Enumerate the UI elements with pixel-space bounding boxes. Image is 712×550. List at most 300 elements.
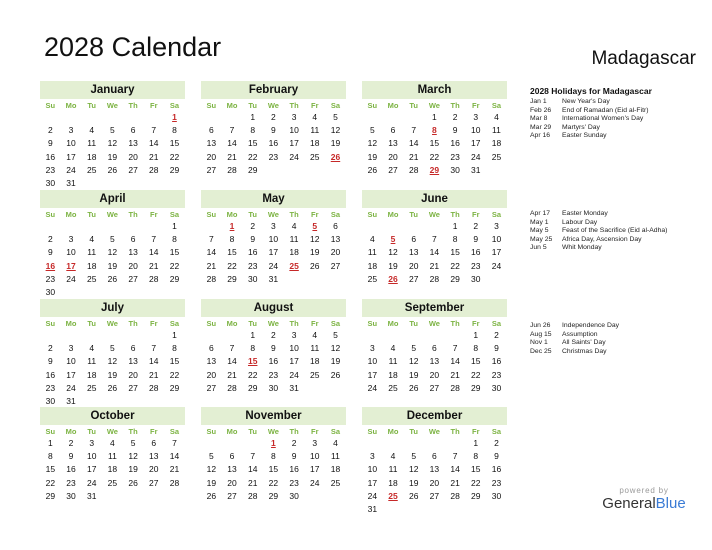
day-cell: 16 xyxy=(289,464,299,475)
empty-day-cell xyxy=(123,490,144,503)
weekday-label: Sa xyxy=(330,427,341,436)
day-cell: 28 xyxy=(149,164,159,175)
day-cell: 17 xyxy=(268,247,279,258)
day-cell: 3 xyxy=(312,438,318,448)
empty-day-cell xyxy=(362,111,383,124)
holiday-day-cell: 15 xyxy=(247,356,258,367)
holiday-item xyxy=(530,98,705,107)
day-cell: 3 xyxy=(68,234,74,245)
day-cell: 11 xyxy=(388,356,398,367)
day-cell: 8 xyxy=(473,451,479,462)
empty-day-cell xyxy=(304,164,325,177)
day-cell: 17 xyxy=(289,138,299,149)
weekday-label: Su xyxy=(367,427,378,436)
day-cell: 6 xyxy=(333,221,338,231)
day-cell: 22 xyxy=(450,260,460,271)
empty-day-cell xyxy=(81,177,102,190)
holiday-day-cell: 26 xyxy=(330,151,341,162)
empty-day-cell xyxy=(102,329,123,342)
day-cell: 1 xyxy=(452,221,458,231)
day-cell: 20 xyxy=(128,151,138,162)
day-cell: 24 xyxy=(66,382,76,393)
week-row xyxy=(201,111,346,124)
day-cell: 9 xyxy=(291,451,297,462)
holiday-name: Martyrs' Day xyxy=(562,123,600,131)
weekday-label: Mo xyxy=(387,319,399,328)
weekday-label: Fr xyxy=(150,101,158,110)
empty-day-cell xyxy=(222,111,243,124)
weekday-label: Tu xyxy=(409,101,419,110)
week-row xyxy=(40,382,185,395)
holiday-item xyxy=(530,210,705,219)
week-row xyxy=(362,246,507,259)
week-row xyxy=(362,490,507,503)
day-cell: 13 xyxy=(128,138,138,149)
day-cell: 17 xyxy=(66,369,76,380)
empty-day-cell xyxy=(102,490,123,503)
week-row xyxy=(201,220,346,233)
day-cell: 7 xyxy=(452,343,458,354)
weekday-label: Mo xyxy=(387,210,399,219)
weekday-header xyxy=(40,425,185,437)
month-title: March xyxy=(362,81,507,99)
empty-day-cell xyxy=(325,490,346,503)
month-title: September xyxy=(362,299,507,317)
day-cell: 26 xyxy=(128,477,138,488)
day-cell: 14 xyxy=(450,356,460,367)
day-cell: 14 xyxy=(206,247,217,258)
day-cell: 4 xyxy=(110,438,115,448)
day-cell: 12 xyxy=(128,451,138,462)
day-cell: 18 xyxy=(388,369,398,380)
day-cell: 16 xyxy=(471,247,481,258)
day-cell: 3 xyxy=(291,112,297,122)
holiday-day-cell: 5 xyxy=(312,221,318,231)
day-cell: 2 xyxy=(271,330,276,340)
weekday-header xyxy=(40,317,185,329)
day-cell: 26 xyxy=(206,490,217,501)
day-cell: 20 xyxy=(227,477,237,488)
day-cell: 19 xyxy=(107,369,118,380)
day-cell: 27 xyxy=(149,477,159,488)
day-cell: 12 xyxy=(310,234,320,245)
day-cell: 11 xyxy=(492,125,501,136)
day-cell: 10 xyxy=(86,451,97,462)
holiday-item xyxy=(530,219,705,228)
month-title: June xyxy=(362,190,507,208)
day-cell: 11 xyxy=(289,234,299,245)
weekday-label: We xyxy=(267,427,279,436)
day-cell: 15 xyxy=(247,138,258,149)
day-cell: 23 xyxy=(247,260,258,271)
day-cell: 9 xyxy=(47,138,53,149)
empty-day-cell xyxy=(465,503,486,516)
month-june xyxy=(362,190,507,286)
day-cell: 16 xyxy=(491,356,502,367)
day-cell: 5 xyxy=(208,451,214,462)
day-cell: 19 xyxy=(310,247,320,258)
weekday-label: Mo xyxy=(65,210,77,219)
day-cell: 11 xyxy=(107,451,117,462)
day-cell: 28 xyxy=(206,273,217,284)
empty-day-cell xyxy=(403,111,424,124)
empty-day-cell xyxy=(486,503,507,516)
weekday-label: We xyxy=(267,210,279,219)
day-cell: 1 xyxy=(250,112,256,122)
day-cell: 4 xyxy=(390,451,396,462)
empty-day-cell xyxy=(81,286,102,299)
empty-day-cell xyxy=(81,111,102,124)
day-cell: 1 xyxy=(432,112,437,122)
day-cell: 3 xyxy=(89,438,95,448)
day-cell: 6 xyxy=(130,234,136,245)
day-cell: 14 xyxy=(450,464,460,475)
weekday-label: Th xyxy=(128,101,138,110)
day-cell: 25 xyxy=(310,369,320,380)
empty-day-cell xyxy=(424,220,445,233)
empty-day-cell xyxy=(263,164,284,177)
day-cell: 20 xyxy=(206,151,217,162)
holiday-name: All Saints' Day xyxy=(562,339,606,347)
day-cell: 31 xyxy=(289,382,299,393)
weekday-label: Su xyxy=(45,427,56,436)
day-cell: 22 xyxy=(227,260,237,271)
day-cell: 30 xyxy=(491,490,502,501)
week-row xyxy=(40,124,185,137)
day-cell: 13 xyxy=(330,234,341,245)
week-row xyxy=(40,286,185,299)
day-cell: 25 xyxy=(310,151,320,162)
holiday-name: International Women's Day xyxy=(562,115,644,123)
day-cell: 15 xyxy=(169,247,180,258)
day-cell: 9 xyxy=(271,343,276,354)
month-march xyxy=(362,81,507,177)
week-row xyxy=(201,355,346,368)
empty-day-cell xyxy=(424,437,445,450)
day-cell: 18 xyxy=(289,247,299,258)
day-cell: 20 xyxy=(149,464,159,475)
empty-day-cell xyxy=(383,329,404,342)
day-cell: 28 xyxy=(149,382,159,393)
day-cell: 1 xyxy=(473,330,479,340)
holiday-item xyxy=(530,348,705,357)
day-cell: 7 xyxy=(229,343,235,354)
day-cell: 21 xyxy=(227,369,237,380)
day-cell: 9 xyxy=(494,343,499,354)
day-cell: 22 xyxy=(268,477,279,488)
empty-day-cell xyxy=(143,177,164,190)
empty-day-cell xyxy=(102,286,123,299)
day-cell: 5 xyxy=(110,125,115,136)
day-cell: 10 xyxy=(66,356,76,367)
day-cell: 17 xyxy=(289,356,299,367)
weekday-label: Fr xyxy=(150,210,158,219)
weekday-label: Su xyxy=(367,210,378,219)
empty-day-cell xyxy=(403,503,424,516)
empty-day-cell xyxy=(222,437,243,450)
week-row xyxy=(40,260,185,273)
day-cell: 4 xyxy=(89,234,95,245)
day-cell: 6 xyxy=(432,451,437,462)
day-cell: 13 xyxy=(206,138,217,149)
day-cell: 29 xyxy=(471,382,481,393)
day-cell: 27 xyxy=(206,382,217,393)
day-cell: 10 xyxy=(367,356,378,367)
day-cell: 12 xyxy=(330,125,341,136)
holiday-date: May 1 xyxy=(530,218,549,226)
day-cell: 30 xyxy=(289,490,299,501)
day-cell: 7 xyxy=(151,125,157,136)
day-cell: 3 xyxy=(494,221,499,231)
weekday-label: Fr xyxy=(472,101,480,110)
day-cell: 26 xyxy=(367,164,378,175)
day-cell: 19 xyxy=(330,138,341,149)
day-cell: 9 xyxy=(68,451,74,462)
day-cell: 29 xyxy=(169,164,180,175)
weekday-label: Su xyxy=(367,101,378,110)
holiday-day-cell: 1 xyxy=(229,221,235,231)
empty-day-cell xyxy=(201,329,222,342)
empty-day-cell xyxy=(304,490,325,503)
day-cell: 29 xyxy=(450,273,460,284)
week-row xyxy=(362,233,507,246)
day-cell: 30 xyxy=(268,382,279,393)
week-row xyxy=(362,164,507,177)
day-cell: 20 xyxy=(388,151,398,162)
week-row xyxy=(362,273,507,286)
day-cell: 31 xyxy=(268,273,279,284)
day-cell: 10 xyxy=(491,234,502,245)
day-cell: 21 xyxy=(149,260,159,271)
day-cell: 2 xyxy=(47,125,53,136)
month-title: May xyxy=(201,190,346,208)
weekday-label: Fr xyxy=(311,210,319,219)
weekday-label: Th xyxy=(289,210,299,219)
day-cell: 12 xyxy=(206,464,217,475)
week-row xyxy=(40,477,185,490)
weekday-label: Fr xyxy=(472,319,480,328)
day-cell: 8 xyxy=(452,234,458,245)
day-cell: 23 xyxy=(289,477,299,488)
brand-name-part-2: Blue xyxy=(655,495,686,512)
weekday-header xyxy=(362,208,507,220)
day-cell: 7 xyxy=(250,451,256,462)
month-january xyxy=(40,81,185,190)
week-row xyxy=(362,220,507,233)
day-cell: 10 xyxy=(289,343,299,354)
week-row xyxy=(362,463,507,476)
empty-day-cell xyxy=(61,286,82,299)
day-cell: 20 xyxy=(429,369,440,380)
month-august xyxy=(201,299,346,395)
weekday-label: Su xyxy=(45,101,56,110)
day-cell: 2 xyxy=(68,438,74,448)
holiday-item xyxy=(530,132,705,141)
weekday-label: Th xyxy=(289,427,299,436)
month-title: October xyxy=(40,407,185,425)
week-row xyxy=(201,137,346,150)
weekday-label: Sa xyxy=(491,210,502,219)
day-cell: 25 xyxy=(86,382,97,393)
day-cell: 8 xyxy=(172,343,177,354)
empty-day-cell xyxy=(164,286,185,299)
week-row xyxy=(201,463,346,476)
day-cell: 21 xyxy=(429,260,440,271)
day-cell: 12 xyxy=(408,356,419,367)
day-cell: 26 xyxy=(330,369,341,380)
day-cell: 20 xyxy=(408,260,419,271)
day-cell: 28 xyxy=(169,477,180,488)
day-cell: 22 xyxy=(247,369,258,380)
weekday-header xyxy=(40,208,185,220)
day-cell: 3 xyxy=(68,343,74,354)
day-cell: 12 xyxy=(330,343,341,354)
day-cell: 19 xyxy=(330,356,341,367)
day-cell: 30 xyxy=(247,273,258,284)
day-cell: 7 xyxy=(172,438,177,448)
day-cell: 1 xyxy=(250,330,256,340)
holiday-list-title: 2028 Holidays for Madagascar xyxy=(530,86,652,96)
day-cell: 10 xyxy=(367,464,378,475)
week-row xyxy=(40,151,185,164)
weekday-label: Th xyxy=(450,210,460,219)
weekday-label: We xyxy=(267,319,279,328)
empty-day-cell xyxy=(123,177,144,190)
brand-name-part-1: General xyxy=(602,495,656,512)
week-row xyxy=(362,382,507,395)
weekday-label: Tu xyxy=(87,210,97,219)
holiday-item xyxy=(530,236,705,245)
day-cell: 2 xyxy=(494,330,499,340)
empty-day-cell xyxy=(123,111,144,124)
holiday-day-cell: 25 xyxy=(388,490,398,501)
weekday-label: Mo xyxy=(65,319,77,328)
day-cell: 19 xyxy=(388,260,398,271)
week-row xyxy=(201,382,346,395)
weekday-label: Tu xyxy=(248,319,258,328)
day-cell: 8 xyxy=(229,234,235,245)
weekday-label: Sa xyxy=(330,319,341,328)
week-row xyxy=(201,329,346,342)
day-cell: 8 xyxy=(250,343,256,354)
day-cell: 7 xyxy=(151,343,157,354)
day-cell: 4 xyxy=(89,125,95,136)
day-cell: 16 xyxy=(450,138,460,149)
day-cell: 11 xyxy=(87,138,97,149)
day-cell: 28 xyxy=(429,273,440,284)
holiday-date: Aug 15 xyxy=(530,330,552,338)
day-cell: 30 xyxy=(45,177,56,188)
day-cell: 27 xyxy=(128,382,138,393)
weekday-label: Tu xyxy=(87,101,97,110)
day-cell: 8 xyxy=(47,451,53,462)
day-cell: 8 xyxy=(172,125,177,136)
day-cell: 4 xyxy=(291,221,297,231)
day-cell: 15 xyxy=(429,138,440,149)
month-july xyxy=(40,299,185,408)
day-cell: 11 xyxy=(388,464,398,475)
week-row xyxy=(40,164,185,177)
day-cell: 3 xyxy=(369,343,375,354)
day-cell: 9 xyxy=(271,125,276,136)
day-cell: 1 xyxy=(172,221,177,231)
month-title: April xyxy=(40,190,185,208)
empty-day-cell xyxy=(61,220,82,233)
day-cell: 12 xyxy=(107,356,118,367)
weekday-label: Mo xyxy=(226,319,238,328)
holiday-day-cell: 1 xyxy=(172,112,177,122)
day-cell: 5 xyxy=(110,343,115,354)
day-cell: 20 xyxy=(128,369,138,380)
day-cell: 27 xyxy=(227,490,237,501)
holiday-day-cell: 8 xyxy=(432,125,437,136)
empty-day-cell xyxy=(61,329,82,342)
week-row xyxy=(201,124,346,137)
day-cell: 15 xyxy=(471,464,481,475)
day-cell: 16 xyxy=(247,247,258,258)
day-cell: 18 xyxy=(310,356,320,367)
week-row xyxy=(201,477,346,490)
weekday-header xyxy=(40,99,185,111)
day-cell: 29 xyxy=(227,273,237,284)
day-cell: 22 xyxy=(169,260,180,271)
page-title: 2028 Calendar xyxy=(44,32,222,62)
holiday-name: End of Ramadan (Eid al-Fitr) xyxy=(562,106,649,114)
holiday-day-cell: 1 xyxy=(271,438,276,448)
holiday-day-cell: 5 xyxy=(390,234,396,245)
holiday-date: Feb 26 xyxy=(530,106,552,114)
day-cell: 1 xyxy=(473,438,479,448)
month-title: January xyxy=(40,81,185,99)
day-cell: 5 xyxy=(130,438,136,448)
holiday-item xyxy=(530,227,705,236)
empty-day-cell xyxy=(304,273,325,286)
day-cell: 26 xyxy=(310,260,320,271)
week-row xyxy=(362,137,507,150)
day-cell: 27 xyxy=(429,490,440,501)
empty-day-cell xyxy=(362,437,383,450)
day-cell: 22 xyxy=(471,369,481,380)
week-row xyxy=(362,355,507,368)
day-cell: 11 xyxy=(310,343,320,354)
day-cell: 14 xyxy=(149,138,159,149)
day-cell: 7 xyxy=(452,451,458,462)
day-cell: 22 xyxy=(169,369,180,380)
week-row xyxy=(201,233,346,246)
weekday-header xyxy=(362,317,507,329)
day-cell: 16 xyxy=(66,464,76,475)
weekday-label: Fr xyxy=(150,319,158,328)
day-cell: 19 xyxy=(107,151,118,162)
day-cell: 4 xyxy=(390,343,396,354)
day-cell: 18 xyxy=(310,138,320,149)
weekday-label: Fr xyxy=(311,101,319,110)
holiday-date: Nov 1 xyxy=(530,339,548,347)
empty-day-cell xyxy=(284,164,305,177)
week-row xyxy=(40,273,185,286)
day-cell: 17 xyxy=(471,138,481,149)
month-title: August xyxy=(201,299,346,317)
day-cell: 5 xyxy=(411,451,417,462)
holiday-date: May 25 xyxy=(530,235,553,243)
day-cell: 10 xyxy=(310,451,320,462)
day-cell: 27 xyxy=(206,164,217,175)
day-cell: 21 xyxy=(450,477,460,488)
day-cell: 24 xyxy=(471,151,481,162)
week-row xyxy=(40,369,185,382)
holiday-name: Whit Monday xyxy=(562,244,602,252)
day-cell: 30 xyxy=(471,273,481,284)
